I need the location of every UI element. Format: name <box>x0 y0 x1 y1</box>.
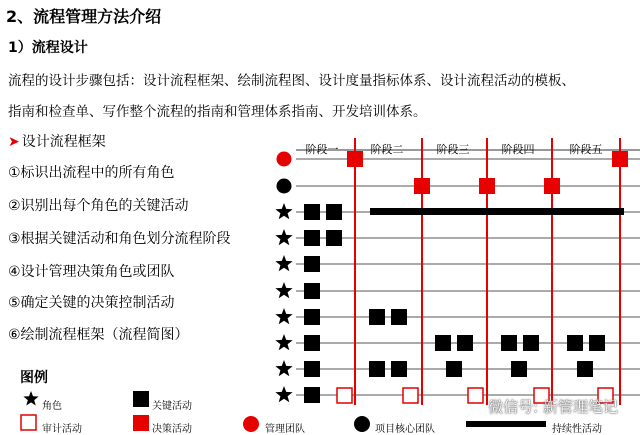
step-6: ⑥绘制流程框架（流程简图） <box>8 327 189 343</box>
key-activity-square <box>511 361 527 377</box>
star-icon <box>275 203 292 219</box>
red-circle-icon <box>277 152 292 167</box>
step-3: ③根据关键活动和角色划分流程阶段 <box>8 231 231 247</box>
section-subheading: 1）流程设计 <box>8 40 88 56</box>
decision-activity-square <box>612 151 628 167</box>
star-icon <box>275 334 292 350</box>
legend-review-activity-label: 审计活动 <box>42 424 82 435</box>
key-activity-square <box>304 230 320 246</box>
key-activity-square <box>369 361 385 377</box>
key-activity-square <box>567 335 583 351</box>
intro-paragraph-line1: 流程的设计步骤包括：设计流程框架、绘制流程图、设计度量指标体系、设计流程活动的模板、 <box>8 73 575 89</box>
key-activity-square <box>369 309 385 325</box>
step-5: ⑤确定关键的决策控制活动 <box>8 295 175 311</box>
star-icon <box>275 360 292 376</box>
legend-decision-activity-label: 决策活动 <box>152 424 192 435</box>
star-icon <box>275 308 292 324</box>
decision-activity-square <box>347 151 363 167</box>
star-icon <box>275 282 292 298</box>
legend-core-team-label: 项目核心团队 <box>375 424 435 435</box>
key-activity-square <box>577 361 593 377</box>
key-activity-square <box>304 256 320 272</box>
star-icon <box>23 391 38 406</box>
review-activity-square <box>337 388 352 403</box>
key-activity-square <box>391 309 407 325</box>
step-4: ④设计管理决策角色或团队 <box>8 264 175 280</box>
key-activity-square <box>457 335 473 351</box>
activities <box>304 151 628 403</box>
key-activity-square <box>435 335 451 351</box>
key-activity-square <box>304 387 320 403</box>
key-activity-square <box>304 335 320 351</box>
arrow-bullet-icon: ➤ <box>8 134 20 150</box>
key-activity-square <box>326 204 342 220</box>
continuous-activity-legend-bar <box>466 421 546 427</box>
steps-title-text: 设计流程框架 <box>21 134 106 150</box>
review-activity-square <box>403 388 418 403</box>
step-1: ①标识出流程中的所有角色 <box>8 165 175 181</box>
key-activity-square <box>304 361 320 377</box>
black-circle-icon <box>354 416 370 432</box>
legend-title: 图例 <box>20 370 48 386</box>
decision-activity-square <box>479 178 495 194</box>
red-outline-square-icon <box>21 415 36 430</box>
star-icon <box>275 255 292 271</box>
legend-continuous-activity-label: 持续性活动 <box>552 424 602 435</box>
decision-activity-square <box>544 178 560 194</box>
key-activity-square <box>326 230 342 246</box>
star-icon <box>275 229 292 245</box>
page-heading: 2、流程管理方法介绍 <box>6 7 162 26</box>
continuous-activity-bar <box>370 208 624 215</box>
red-circle-icon <box>243 416 259 432</box>
decision-activity-square <box>414 178 430 194</box>
key-activity-square <box>304 283 320 299</box>
phase-label: 阶段一 <box>305 143 339 156</box>
watermark: 微信号: 新管理笔记 <box>488 398 618 416</box>
step-2: ②识别出每个角色的关键活动 <box>8 198 189 214</box>
key-activity-square <box>589 335 605 351</box>
key-activity-square <box>446 361 462 377</box>
phase-label: 阶段三 <box>436 143 470 156</box>
key-activity-square <box>523 335 539 351</box>
phase-label: 阶段五 <box>569 143 603 156</box>
legend-role-label: 角色 <box>42 401 62 412</box>
phase-label: 阶段四 <box>501 143 535 156</box>
black-circle-icon <box>277 179 292 194</box>
legend-key-activity-label: 关键活动 <box>152 401 192 412</box>
key-activity-square <box>501 335 517 351</box>
key-activity-square <box>391 361 407 377</box>
key-activity-square <box>304 309 320 325</box>
black-square-icon <box>133 391 149 407</box>
intro-paragraph-line2: 指南和检查单、写作整个流程的指南和管理体系指南、开发培训体系。 <box>8 104 427 120</box>
red-square-icon <box>133 415 149 431</box>
key-activity-square <box>304 204 320 220</box>
review-activity-square <box>468 388 483 403</box>
phase-label: 阶段二 <box>370 143 404 156</box>
row-icons <box>275 152 292 403</box>
star-icon <box>275 386 292 402</box>
legend-mgmt-team-label: 管理团队 <box>265 424 305 435</box>
